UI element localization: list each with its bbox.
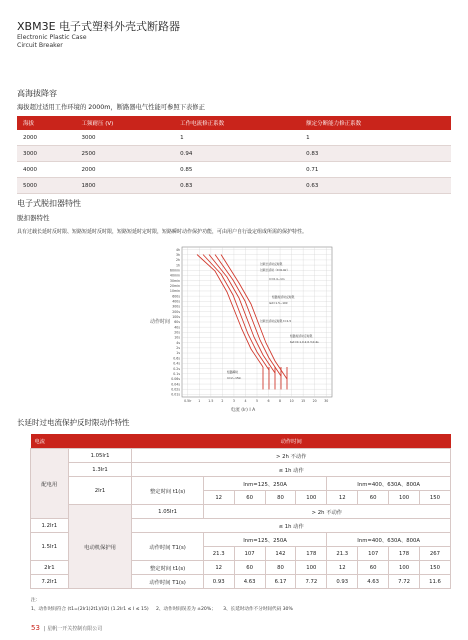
cell: 0.71 bbox=[300, 162, 451, 178]
cell: 动作时间 T1(s) bbox=[132, 533, 203, 561]
y-tick-label: 300s bbox=[172, 304, 180, 309]
y-tick-label: 600s bbox=[172, 294, 180, 299]
cell: Inm=125、250A bbox=[203, 533, 327, 547]
cell: 整定时间 t1(s) bbox=[132, 561, 203, 575]
trip-header-row bbox=[31, 434, 451, 449]
x-tick-label: 5 bbox=[255, 399, 259, 403]
cell: Inm=125、250A bbox=[203, 477, 327, 491]
x-tick-label: 30 bbox=[324, 399, 329, 403]
cell: 0.93 bbox=[203, 575, 234, 589]
cell: ≤ 1h 动作 bbox=[132, 519, 451, 533]
table-row bbox=[17, 146, 451, 162]
cell: 7.2Ir1 bbox=[31, 575, 69, 589]
y-tick-label: 100s bbox=[172, 315, 180, 320]
cell: 5000 bbox=[17, 178, 76, 194]
x-tick-label: 10 bbox=[289, 399, 294, 403]
cell: 80 bbox=[265, 561, 296, 575]
cell: 4.63 bbox=[234, 575, 265, 589]
cell: 2Ir1 bbox=[31, 561, 69, 575]
y-tick-label: 60s bbox=[174, 320, 180, 325]
document-title bbox=[17, 20, 180, 50]
x-axis-label: 电流 (Ir) I A bbox=[230, 408, 256, 413]
cell: 12 bbox=[203, 491, 234, 505]
cell: 2000 bbox=[76, 162, 175, 178]
notes-label: 注： bbox=[31, 598, 41, 603]
y-tick-label: 2s bbox=[176, 346, 180, 351]
cell: 100 bbox=[389, 561, 420, 575]
y-tick-label: 0.04s bbox=[171, 382, 180, 387]
cell: 2500 bbox=[76, 146, 175, 162]
cell: 7.72 bbox=[389, 575, 420, 589]
cell: 142 bbox=[265, 547, 296, 561]
chart-annotation: Ii=2~15In bbox=[227, 376, 242, 380]
cell: Inm=400、630A、800A bbox=[327, 477, 451, 491]
cell: 80 bbox=[265, 491, 296, 505]
altitude-header-row bbox=[17, 116, 451, 130]
chart-annotation: tsd=0.1,0.2,0.3,0.4s bbox=[290, 340, 319, 344]
y-tick-label: 1s bbox=[176, 351, 180, 356]
note-1: 1、动作时间符合 (t1=(2Ir1)2t1)/(I2) (1.2Ir1 ≤ I ≤ 15) bbox=[31, 607, 149, 612]
cell: 100 bbox=[296, 491, 327, 505]
y-tick-label: 200s bbox=[172, 309, 180, 314]
x-tick-label: 6 bbox=[267, 399, 270, 403]
cell: 1.2Ir1 bbox=[31, 519, 69, 533]
cell: 2Ir1 bbox=[68, 477, 132, 505]
y-tick-label: 20min bbox=[169, 283, 180, 288]
y-tick-label: 0.6s bbox=[173, 356, 180, 361]
chart-annotation: 短路瞬时 bbox=[227, 370, 239, 374]
footer-text: | 星帆一开关控制有限公司 bbox=[43, 626, 103, 632]
cell: 100 bbox=[389, 491, 420, 505]
table-row bbox=[17, 178, 451, 194]
x-tick-label: 0.5Ir bbox=[184, 399, 192, 403]
cell: 0.83 bbox=[300, 146, 451, 162]
col-altitude: 海拔 bbox=[17, 116, 76, 130]
title-zh: XBM3E 电子式塑料外壳式断路器 bbox=[17, 20, 181, 33]
cell: 12 bbox=[327, 561, 358, 575]
altitude-table bbox=[17, 116, 451, 194]
y-tick-label: 10min bbox=[169, 289, 180, 294]
y-tick-label: 0.01s bbox=[171, 392, 180, 397]
y-tick-label: 0.06s bbox=[171, 377, 180, 382]
x-tick-label: 15 bbox=[301, 399, 306, 403]
cell: 12 bbox=[327, 491, 358, 505]
cell: 1800 bbox=[76, 178, 175, 194]
cell: 3000 bbox=[17, 146, 76, 162]
trip-sub-title: 脱扣器特性 bbox=[17, 214, 50, 222]
title-en-1: Electronic Plastic Case bbox=[17, 34, 87, 41]
cell: 0.93 bbox=[327, 575, 358, 589]
cell: 1 bbox=[300, 130, 451, 146]
cell: 3000 bbox=[76, 130, 175, 146]
notes-line bbox=[31, 605, 293, 614]
cell: 2000 bbox=[17, 130, 76, 146]
col-time: 动作时间 bbox=[132, 434, 451, 449]
cell: 60 bbox=[358, 491, 389, 505]
trip-curve-chart bbox=[148, 243, 334, 415]
cell: 60 bbox=[234, 491, 265, 505]
col-breaking-factor: 额定分断能力修正系数 bbox=[300, 116, 451, 130]
y-tick-label: 4h bbox=[175, 247, 180, 252]
x-tick-label: 4 bbox=[244, 399, 247, 403]
x-tick-label: 8 bbox=[279, 399, 282, 403]
y-tick-label: 2h bbox=[175, 258, 180, 263]
motor-label: 电动机保护用 bbox=[68, 505, 132, 589]
x-tick-label: 2 bbox=[221, 399, 224, 403]
chart-annotation: 过载长延时反时限 bbox=[260, 262, 283, 266]
cell: > 2h 不动作 bbox=[203, 505, 450, 519]
note-2: 2、动作时间误差为 ±20%； bbox=[156, 607, 216, 612]
trip-section-title: 电子式脱扣器特性 bbox=[17, 199, 81, 208]
y-tick-label: 0.4s bbox=[173, 361, 180, 366]
cell: 11.6 bbox=[419, 575, 450, 589]
cell: 21.3 bbox=[327, 547, 358, 561]
page-number: 53 bbox=[31, 624, 40, 632]
y-tick-label: 20s bbox=[174, 330, 180, 335]
chart-annotation: Isd=1.5~10Ir bbox=[269, 301, 288, 305]
cell: 1.3Ir1 bbox=[68, 463, 132, 477]
dist-label: 配电用 bbox=[31, 449, 69, 519]
cell: > 2h 不动作 bbox=[132, 449, 451, 463]
cell: 4.63 bbox=[358, 575, 389, 589]
y-tick-label: 0.2s bbox=[173, 366, 180, 371]
y-axis-label: 动作时间 bbox=[150, 319, 171, 325]
cell: 267 bbox=[419, 547, 450, 561]
cell: 0.94 bbox=[174, 146, 300, 162]
x-tick-label: 20 bbox=[312, 399, 317, 403]
x-tick-label: 1.5 bbox=[208, 399, 214, 403]
trip-description: 具有过载长延时反时限、短路短延时反时限，短路短延时定时限，短路瞬时动作保护功能，可由用户自行设定组成所需的保护特性。 bbox=[17, 229, 308, 235]
x-tick-label: 1 bbox=[198, 399, 201, 403]
long-delay-table bbox=[30, 434, 451, 589]
col-current-factor: 工作电流修正系数 bbox=[174, 116, 300, 130]
col-voltage: 工频耐压 (V) bbox=[76, 116, 175, 130]
x-tick-label: 3 bbox=[232, 399, 235, 403]
cell: 178 bbox=[389, 547, 420, 561]
cell: 21.3 bbox=[203, 547, 234, 561]
altitude-subtitle: 海拔超过适用工作环境的 2000m，断路器电气性能可参照下表修正 bbox=[17, 104, 205, 111]
cell: 动作时间 T1(s) bbox=[132, 575, 203, 589]
cell: 0.83 bbox=[174, 178, 300, 194]
cell: 6.17 bbox=[265, 575, 296, 589]
cell: 60 bbox=[358, 561, 389, 575]
note-3: 3、长延时动作不分时间代码 30% bbox=[223, 607, 293, 612]
cell: 107 bbox=[234, 547, 265, 561]
cell: 100 bbox=[296, 561, 327, 575]
cell: 60 bbox=[234, 561, 265, 575]
notes bbox=[31, 596, 293, 614]
chart-annotation: 短路短延时定时限 bbox=[290, 334, 313, 338]
altitude-section-title: 高海拔降容 bbox=[17, 89, 57, 98]
long-delay-section-title: 长延时过电流保护反时限动作特性 bbox=[17, 418, 130, 427]
cell: 0.85 bbox=[174, 162, 300, 178]
cell: 12 bbox=[203, 561, 234, 575]
cell: 整定时间 t1(s) bbox=[132, 477, 203, 505]
table-row bbox=[17, 130, 451, 146]
y-tick-label: 10s bbox=[174, 335, 180, 340]
cell: 150 bbox=[419, 561, 450, 575]
y-tick-label: 30min bbox=[169, 278, 180, 283]
cell: 178 bbox=[296, 547, 327, 561]
cell: ≤ 1h 动作 bbox=[132, 463, 451, 477]
cell: 4000 bbox=[17, 162, 76, 178]
y-tick-label: 4s bbox=[176, 340, 180, 345]
chart-annotation: 过载长延时反时限 t=1.5 bbox=[260, 319, 292, 323]
table-row bbox=[31, 477, 451, 491]
cell: 1.5Ir1 bbox=[31, 533, 69, 561]
table-row bbox=[31, 505, 451, 519]
y-tick-label: 40s bbox=[174, 325, 180, 330]
chart-annotation: 过载长延时（t=6.4Ir） bbox=[260, 268, 290, 272]
cell: 0.63 bbox=[300, 178, 451, 194]
chart-annotation: 短路短延时反时限 bbox=[272, 295, 295, 299]
table-row bbox=[31, 449, 451, 463]
cell: 1 bbox=[174, 130, 300, 146]
cell: 1.05Ir1 bbox=[132, 505, 203, 519]
y-tick-label: 400s bbox=[172, 299, 180, 304]
y-tick-label: 0.02s bbox=[171, 387, 180, 392]
table-row bbox=[31, 463, 451, 477]
chart-annotation: Ir=0.4~1In bbox=[269, 277, 285, 281]
cell: 150 bbox=[419, 491, 450, 505]
y-tick-label: 40min bbox=[169, 273, 180, 278]
y-tick-label: 3h bbox=[175, 252, 180, 257]
cell: Inm=400、630A、800A bbox=[327, 533, 451, 547]
col-current: 电流 bbox=[31, 434, 132, 449]
page-footer bbox=[31, 624, 102, 632]
cell: 107 bbox=[358, 547, 389, 561]
cell: 1.05Ir1 bbox=[68, 449, 132, 463]
y-tick-label: 0.1s bbox=[173, 371, 180, 376]
y-tick-label: 1h bbox=[175, 263, 180, 268]
y-tick-label: 60min bbox=[169, 268, 180, 273]
cell: 7.72 bbox=[296, 575, 327, 589]
table-row bbox=[17, 162, 451, 178]
title-en-2: Circuit Breaker bbox=[17, 42, 63, 49]
